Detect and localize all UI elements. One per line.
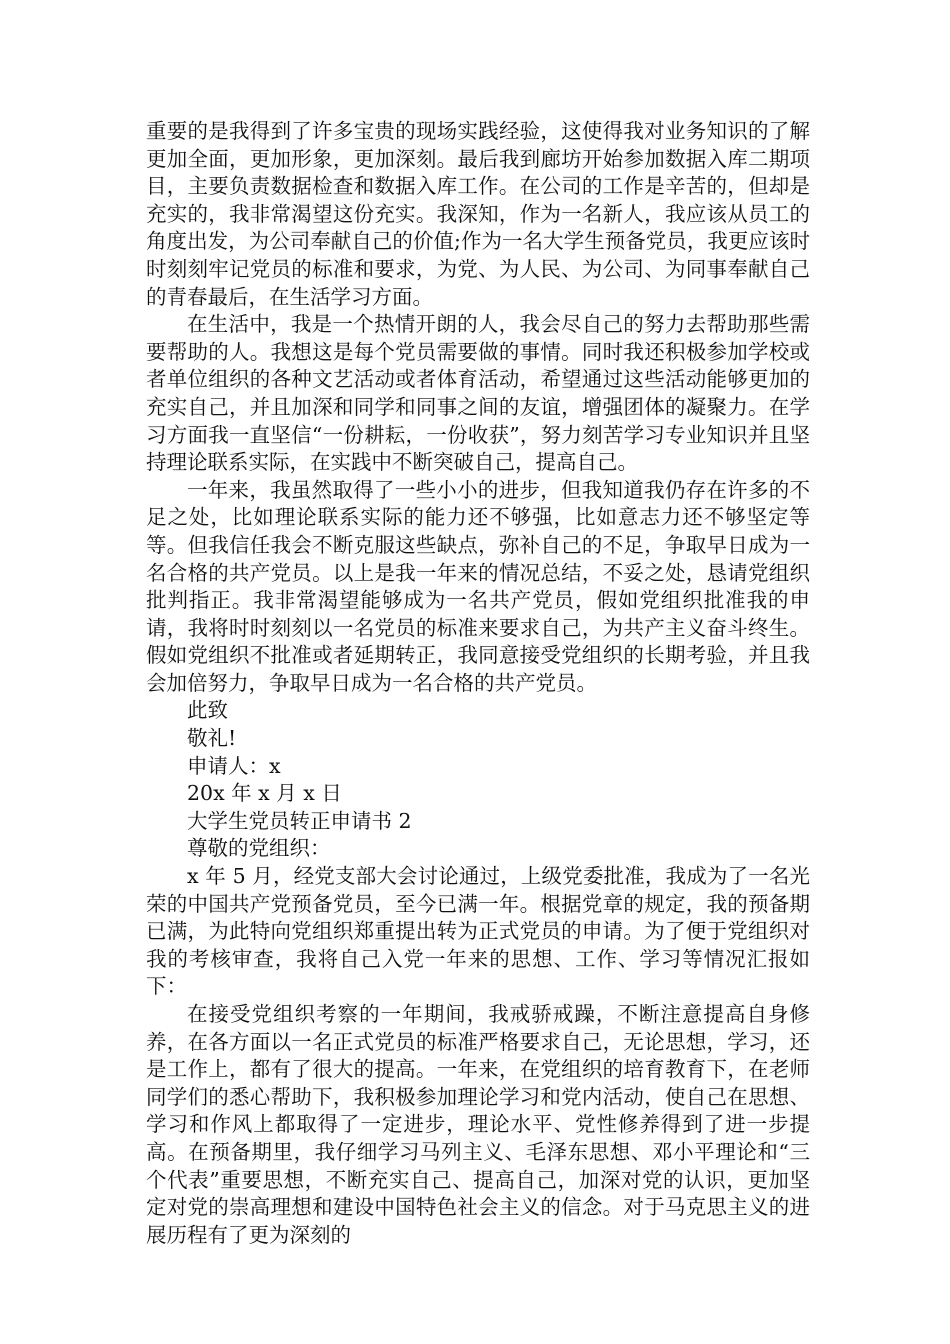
paragraph-life: 在生活中，我是一个热情开朗的人，我会尽自己的努力去帮助那些需要帮助的人。我想这是每个党员需要做的事情。同时我还积极参加学校或者单位组织的各种文艺活动或者体育活动，希望通过这些活动能够更加的充实自己，并且加深和同学和同事之间的友谊，增强团体的凝聚力。在学习方面我一直坚信“一份耕耘，一份收获”，努力刻苦学习专业知识并且坚持理论联系实际，在实践中不断突破自己，提高自己。 — [146, 312, 810, 475]
closing-regards: 敬礼! — [187, 726, 237, 751]
document-page — [146, 118, 810, 1249]
application-date: 20x 年 x 月 x 日 — [187, 781, 342, 806]
closing-salutation: 此致 — [187, 698, 228, 723]
paragraph-application-intro: x 年 5 月，经党支部大会讨论通过，上级党委批准，我成为了一名光荣的中国共产党预备党员，至今已满一年。根据党章的规定，我的预备期已满，为此特向党组织郑重提出转为正式党员的申请。为了便于党组织对我的考核审查，我将自己入党一年来的思想、工作、学习等情况汇报如下： — [146, 864, 810, 999]
applicant-signature: 申请人：x — [187, 753, 281, 778]
paragraph-self-improvement: 在接受党组织考察的一年期间，我戒骄戒躁，不断注意提高自身修养，在各方面以一名正式党员的标准严格要求自己，无论思想，学习，还是工作上，都有了很大的提高。一年来，在党组织的培育教育下，在老师同学们的悉心帮助下，我积极参加理论学习和党内活动，使自己在思想、学习和作风上都取得了一定进步，理论水平、党性修养得到了进一步提高。在预备期里，我仔细学习马列主义、毛泽东思想、邓小平理论和“三个代表”重要思想，不断充实自己、提高自己，加深对党的认识，更加坚定对党的崇高理想和建设中国特色社会主义的信念。对于马克思主义的进展历程有了更为深刻的 — [146, 1002, 810, 1247]
greeting: 尊敬的党组织： — [187, 836, 331, 861]
section-title: 大学生党员转正申请书 2 — [187, 808, 412, 833]
paragraph-work-experience: 重要的是我得到了许多宝贵的现场实践经验，这使得我对业务知识的了解更加全面，更加形象，更加深刻。最后我到廊坊开始参加数据入库二期项目，主要负责数据检查和数据入库工作。在公司的工作是辛苦的，但却是充实的，我非常渴望这份充实。我深知，作为一名新人，我应该从员工的角度出发，为公司奉献自己的价值;作为一名大学生预备党员，我更应该时时刻刻牢记党员的标准和要求，为党、为人民、为公司、为同事奉献自己的青春最后，在生活学习方面。 — [146, 119, 810, 309]
paragraph-summary: 一年来，我虽然取得了一些小小的进步，但我知道我仍存在许多的不足之处，比如理论联系实际的能力还不够强，比如意志力还不够坚定等等。但我信任我会不断克服这些缺点，弥补自己的不足，争取早日成为一名合格的共产党员。以上是我一年来的情况总结，不妥之处，恳请党组织批判指正。我非常渴望能够成为一名共产党员，假如党组织批准我的申请，我将时时刻刻以一名党员的标准来要求自己，为共产主义奋斗终生。假如党组织不批准或者延期转正，我同意接受党组织的长期考验，并且我会加倍努力，争取早日成为一名合格的共产党员。 — [146, 477, 810, 695]
